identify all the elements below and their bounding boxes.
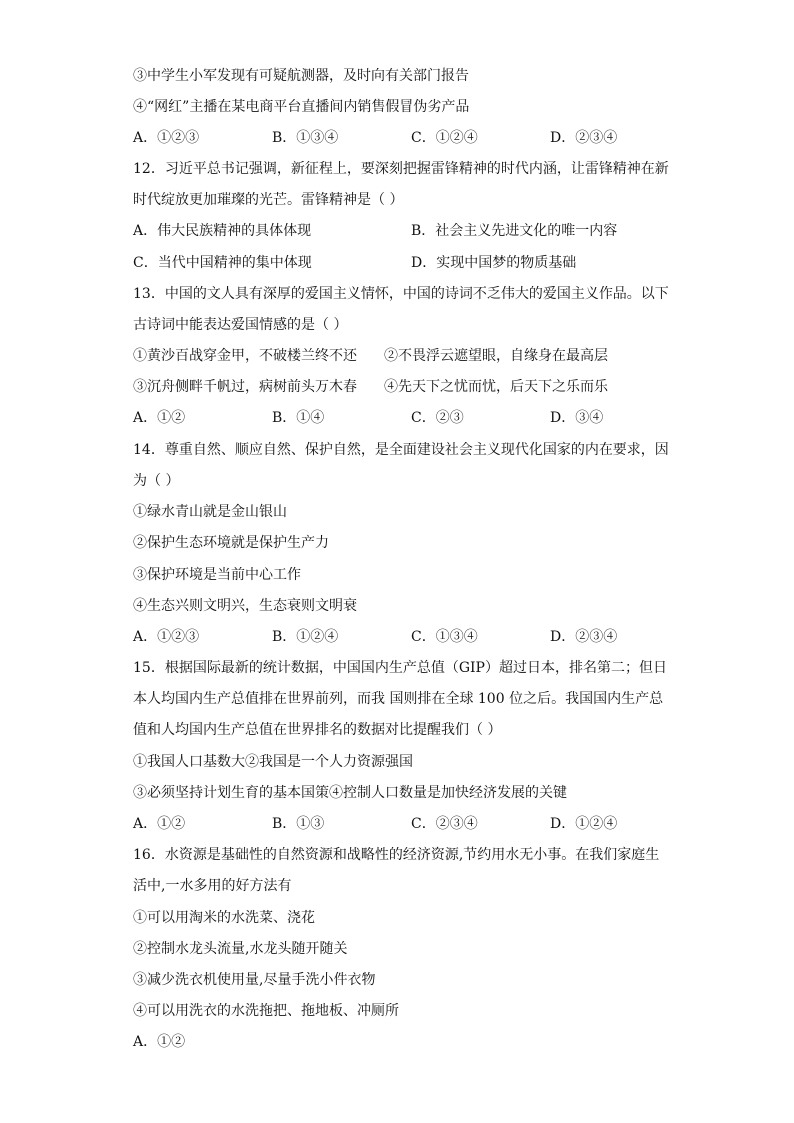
q15-stem-line-3: 值和人均国内生产总值在世界排名的数据对比提醒我们（ ） <box>133 722 502 738</box>
q15-option-a[interactable]: A．①② <box>133 816 186 832</box>
q11-option-b[interactable]: B．①③④ <box>272 130 339 146</box>
q15-items-3-4: ③必须坚持计划生育的基本国策④控制人口数量是加快经济发展的关键 <box>133 785 567 801</box>
q14-item-3: ③保护环境是当前中心工作 <box>133 567 301 583</box>
q14-option-d[interactable]: D．②③④ <box>550 629 618 645</box>
q15-items-1-2: ①我国人口基数大②我国是一个人力资源强国 <box>133 754 413 770</box>
q13-option-a[interactable]: A．①② <box>133 410 186 426</box>
q13-item-3: ③沉舟侧畔千帆过，病树前头万木春 <box>133 379 357 395</box>
q11-option-a[interactable]: A．①②③ <box>133 130 200 146</box>
q16-stem-line-2: 活中,一水多用的好方法有 <box>133 878 292 894</box>
q14-stem-line-1: 14．尊重自然、顺应自然、保护自然，是全面建设社会主义现代化国家的内在要求，因 <box>133 442 669 458</box>
q12-stem-line-2: 时代绽放更加璀璨的光芒。雷锋精神是（ ） <box>133 192 404 208</box>
q15-stem-line-1: 15．根据国际最新的统计数据，中国国内生产总值（GIP）超过日本，排名第二；但日 <box>133 660 667 676</box>
q11-item-4: ④“网红”主播在某电商平台直播间内销售假冒伪劣产品 <box>133 99 470 115</box>
q11-option-d[interactable]: D．②③④ <box>550 130 618 146</box>
q12-option-b[interactable]: B．社会主义先进文化的唯一内容 <box>411 223 618 239</box>
q15-option-b[interactable]: B．①③ <box>272 816 325 832</box>
q14-item-4: ④生态兴则文明兴，生态衰则文明衰 <box>133 598 357 614</box>
q12-option-d[interactable]: D．实现中国梦的物质基础 <box>411 255 577 271</box>
q13-item-1: ①黄沙百战穿金甲，不破楼兰终不还 <box>133 348 357 364</box>
q14-option-c[interactable]: C．①③④ <box>411 629 478 645</box>
q11-item-3: ③中学生小军发现有可疑航测器，及时向有关部门报告 <box>133 68 469 84</box>
q13-item-4: ④先天下之忧而忧，后天下之乐而乐 <box>384 379 608 395</box>
q14-option-b[interactable]: B．①②④ <box>272 629 339 645</box>
q13-item-2: ②不畏浮云遮望眼，自缘身在最高层 <box>384 348 608 364</box>
q14-item-2: ②保护生态环境就是保护生产力 <box>133 535 329 551</box>
q14-option-a[interactable]: A．①②③ <box>133 629 200 645</box>
q15-stem-line-2: 本人均国内生产总值排在世界前列，而我 国则排在全球 100 位之后。我国国内生产总 <box>133 691 664 707</box>
q16-option-a[interactable]: A．①② <box>133 1034 186 1050</box>
q13-option-b[interactable]: B．①④ <box>272 410 325 426</box>
q13-stem-line-1: 13．中国的文人具有深厚的爱国主义情怀，中国的诗词不乏伟大的爱国主义作品。以下 <box>133 286 669 302</box>
q12-option-c[interactable]: C．当代中国精神的集中体现 <box>133 255 312 271</box>
q13-stem-line-2: 古诗词中能表达爱国情感的是（ ） <box>133 317 348 333</box>
q15-option-c[interactable]: C．②③④ <box>411 816 478 832</box>
q12-option-a[interactable]: A．伟大民族精神的具体体现 <box>133 223 312 239</box>
q14-stem-line-2: 为（ ） <box>133 473 180 489</box>
q11-option-c[interactable]: C．①②④ <box>411 130 478 146</box>
q15-option-d[interactable]: D．①②④ <box>550 816 618 832</box>
q12-stem-line-1: 12．习近平总书记强调，新征程上，要深刻把握雷锋精神的时代内涵，让雷锋精神在新 <box>133 161 669 177</box>
q16-item-2: ②控制水龙头流量,水龙头随开随关 <box>133 941 348 957</box>
q13-option-d[interactable]: D．③④ <box>550 410 604 426</box>
q14-item-1: ①绿水青山就是金山银山 <box>133 504 287 520</box>
q16-item-4: ④可以用洗衣的水洗拖把、拖地板、冲厕所 <box>133 1003 399 1019</box>
q16-item-1: ①可以用淘米的水洗菜、浇花 <box>133 910 315 926</box>
q13-option-c[interactable]: C．②③ <box>411 410 464 426</box>
q16-item-3: ③减少洗衣机使用量,尽量手洗小件衣物 <box>133 972 376 988</box>
q16-stem-line-1: 16．水资源是基础性的自然资源和战略性的经济资源,节约用水无小事。在我们家庭生 <box>133 847 660 863</box>
